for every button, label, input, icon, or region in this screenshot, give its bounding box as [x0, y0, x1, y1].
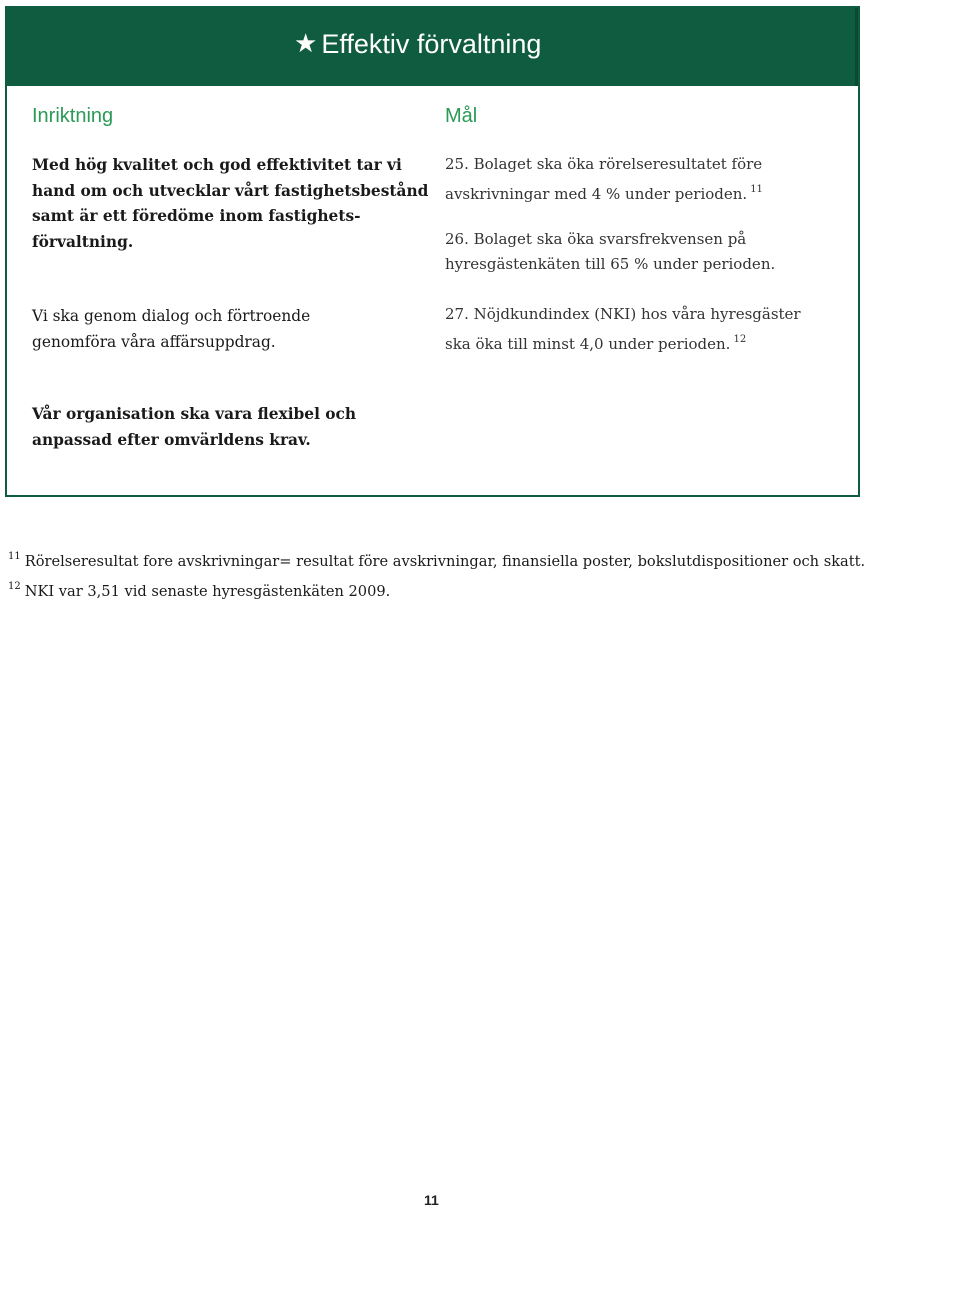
goals-heading: Mål: [445, 105, 478, 127]
goal-line: ska öka till minst 4,0 under perioden.: [445, 335, 731, 353]
direction-line: samt är ett föredöme inom fastighets-: [32, 207, 361, 225]
footnote-number: 11: [8, 551, 21, 562]
section-banner: [7, 8, 858, 86]
direction-line: förvaltning.: [32, 232, 134, 251]
statement-line: anpassad efter omvärldens krav.: [32, 430, 311, 449]
goal-line: avskrivningar med 4 % under perioden.: [445, 185, 748, 203]
footnote-text: NKI var 3,51 vid senaste hyresgästenkäten 2009.: [24, 583, 391, 600]
goal-line: 25. Bolaget ska öka rörelseresultatet före: [445, 155, 763, 173]
direction-paragraph-1: [32, 153, 428, 255]
footnote-ref: 12: [733, 334, 747, 345]
goal-line: 26. Bolaget ska öka svarsfrekvensen på: [445, 230, 747, 248]
direction-line: hand om och utvecklar vårt fastighetsbestånd: [32, 181, 429, 200]
banner-title-text: Effektiv förvaltning: [321, 29, 542, 59]
banner-title: [294, 28, 541, 60]
direction-line: Vi ska genom dialog och förtroende: [32, 307, 311, 325]
footnote-ref: 11: [750, 184, 763, 195]
footnote-11: [8, 544, 953, 574]
footnote-text: Rörelseresultat fore avskrivningar= resultat före avskrivningar, finansiella poster, bokslutdispositioner och skatt.: [24, 553, 866, 570]
statement-line: Vår organisation ska vara flexibel och: [32, 405, 357, 423]
goal-27: [445, 302, 845, 357]
footnotes: [8, 544, 953, 604]
footnote-12: [8, 574, 953, 604]
direction-heading: Inriktning: [32, 105, 114, 127]
footnote-number: 12: [8, 581, 21, 592]
page-number: 11: [424, 1192, 439, 1208]
organisation-statement: [32, 402, 356, 453]
direction-line: Med hög kvalitet och god effektivitet tar vi: [32, 156, 402, 174]
goal-25: [445, 152, 845, 207]
direction-line: genomföra våra affärsuppdrag.: [32, 332, 276, 351]
goals-panel: [5, 6, 860, 497]
goal-26: [445, 227, 845, 277]
goal-line: 27. Nöjdkundindex (NKI) hos våra hyresgäster: [445, 305, 801, 323]
goal-line: hyresgästenkäten till 65 % under perioden.: [445, 255, 776, 273]
star-icon: ★: [294, 28, 318, 58]
direction-paragraph-2: [32, 304, 310, 355]
